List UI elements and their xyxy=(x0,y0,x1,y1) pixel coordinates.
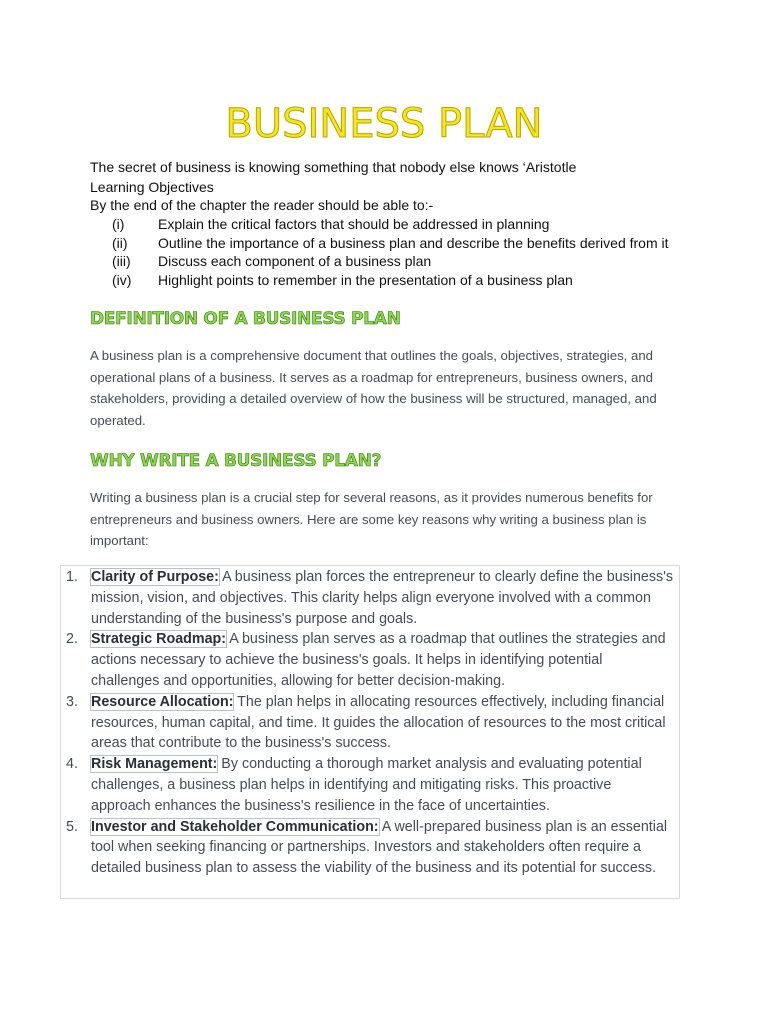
objective-text: Outline the importance of a business plan and describe the benefits derived from it xyxy=(158,234,669,251)
why-heading: WHY WRITE A BUSINESS PLAN? xyxy=(90,451,382,471)
objective-number: (iv) xyxy=(112,272,132,289)
reason-text: The plan helps in allocating resources effectively, including financial resources, human capital, and time. It guides the allocation of resources to the most critical areas that contribute to the business's success. xyxy=(91,693,666,752)
learning-objectives-heading: Learning Objectives xyxy=(90,179,214,195)
reason-body xyxy=(91,692,674,754)
reason-item xyxy=(66,692,674,754)
reason-body xyxy=(91,567,674,629)
reasons-list xyxy=(66,567,674,879)
reason-number: 4. xyxy=(66,756,78,773)
reason-term: Resource Allocation: xyxy=(91,693,234,710)
reason-body xyxy=(91,754,674,816)
reason-number: 3. xyxy=(66,693,78,710)
objective-item xyxy=(112,271,669,290)
learning-objectives-list xyxy=(112,215,669,290)
objective-text: Explain the critical factors that should be addressed in planning xyxy=(158,216,550,232)
learning-objectives-intro: By the end of the chapter the reader should be able to:- xyxy=(90,197,434,213)
objective-item xyxy=(112,234,669,253)
reason-item xyxy=(66,567,674,629)
objective-text: Discuss each component of a business plan xyxy=(158,253,432,270)
reason-body xyxy=(91,817,674,879)
objective-text: Highlight points to remember in the presentation of a business plan xyxy=(158,272,573,289)
reason-term: Investor and Stakeholder Communication: xyxy=(91,818,379,835)
objective-number: (iii) xyxy=(112,253,131,270)
reason-body xyxy=(91,629,674,691)
objective-number: (i) xyxy=(112,216,125,232)
reason-term: Clarity of Purpose: xyxy=(91,569,219,585)
reason-text: A well-prepared business plan is an essential tool when seeking financing or partnerships. Investors and stakeholders often require a detailed business plan to assess the viability of the business and its potential for success. xyxy=(91,818,668,877)
definition-paragraph: A business plan is a comprehensive document that outlines the goals, objectives, strategies, and operational plans of a business. It serves as a roadmap for entrepreneurs, business owners, and stakeholders, providing a detailed overview of how the business will be structured, managed, and operated. xyxy=(90,348,657,428)
why-paragraph: Writing a business plan is a crucial step for several reasons, as it provides numerous benefits for entrepreneurs and business owners. Here are some key reasons why writing a business plan is important: xyxy=(90,490,653,548)
reason-text: A business plan forces the entrepreneur to clearly define the business's mission, vision, and objectives. This clarity helps align everyone involved with a common understanding of the business's purpose and goals. xyxy=(91,569,674,627)
reason-text: By conducting a thorough market analysis and evaluating potential challenges, a business plan helps in identifying and mitigating risks. This proactive approach enhances the business's resilience in the face of uncertainties. xyxy=(91,756,642,814)
reason-item xyxy=(66,754,674,816)
document-title: BUSINESS PLAN xyxy=(225,101,543,147)
reason-item xyxy=(66,817,674,879)
objective-item xyxy=(112,252,669,271)
reason-number: 2. xyxy=(66,631,78,648)
aristotle-quote: The secret of business is knowing something that nobody else knows ‘Aristotle xyxy=(90,159,577,175)
reason-item xyxy=(66,629,674,691)
reason-text: A business plan serves as a roadmap that outlines the strategies and actions necessary to achieve the business's goals. It helps in identifying potential challenges and opportunities, allowing for better decision-making. xyxy=(91,631,666,689)
reason-term: Strategic Roadmap: xyxy=(91,631,227,648)
reason-number: 5. xyxy=(66,818,78,835)
reason-term: Risk Management: xyxy=(91,756,218,773)
objective-item xyxy=(112,215,669,234)
objective-number: (ii) xyxy=(112,234,128,251)
reason-number: 1. xyxy=(66,569,78,585)
definition-heading: DEFINITION OF A BUSINESS PLAN xyxy=(90,309,401,329)
